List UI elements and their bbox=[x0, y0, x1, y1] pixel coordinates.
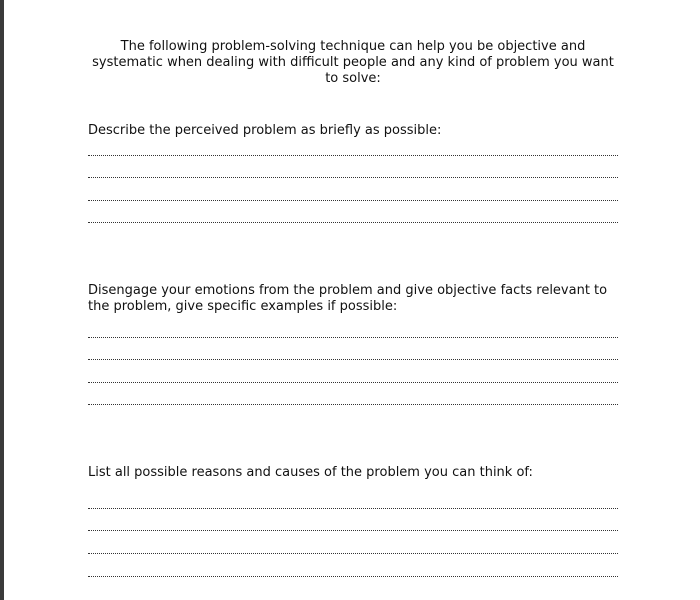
answer-line-causes-4[interactable] bbox=[88, 576, 618, 577]
answer-line-facts-4[interactable] bbox=[88, 404, 618, 405]
question-objective-facts: Disengage your emotions from the problem and give objective facts relevant to the problem, give specific examples if possible: bbox=[88, 283, 608, 314]
answer-line-facts-2[interactable] bbox=[88, 359, 618, 360]
answer-line-describe-2[interactable] bbox=[88, 177, 618, 178]
answer-line-describe-3[interactable] bbox=[88, 200, 618, 201]
question-describe-problem: Describe the perceived problem as briefly as possible: bbox=[88, 123, 442, 138]
answer-line-facts-1[interactable] bbox=[88, 337, 618, 338]
answer-line-causes-1[interactable] bbox=[88, 508, 618, 509]
question-possible-causes: List all possible reasons and causes of the problem you can think of: bbox=[88, 465, 533, 480]
answer-line-causes-2[interactable] bbox=[88, 530, 618, 531]
answer-line-describe-1[interactable] bbox=[88, 155, 618, 156]
answer-line-describe-4[interactable] bbox=[88, 222, 618, 223]
answer-line-facts-3[interactable] bbox=[88, 382, 618, 383]
answer-line-causes-3[interactable] bbox=[88, 553, 618, 554]
intro-paragraph: The following problem-solving technique can help you be objective and systematic when dealing with difficult people and any kind of problem you want to solve: bbox=[92, 39, 614, 86]
